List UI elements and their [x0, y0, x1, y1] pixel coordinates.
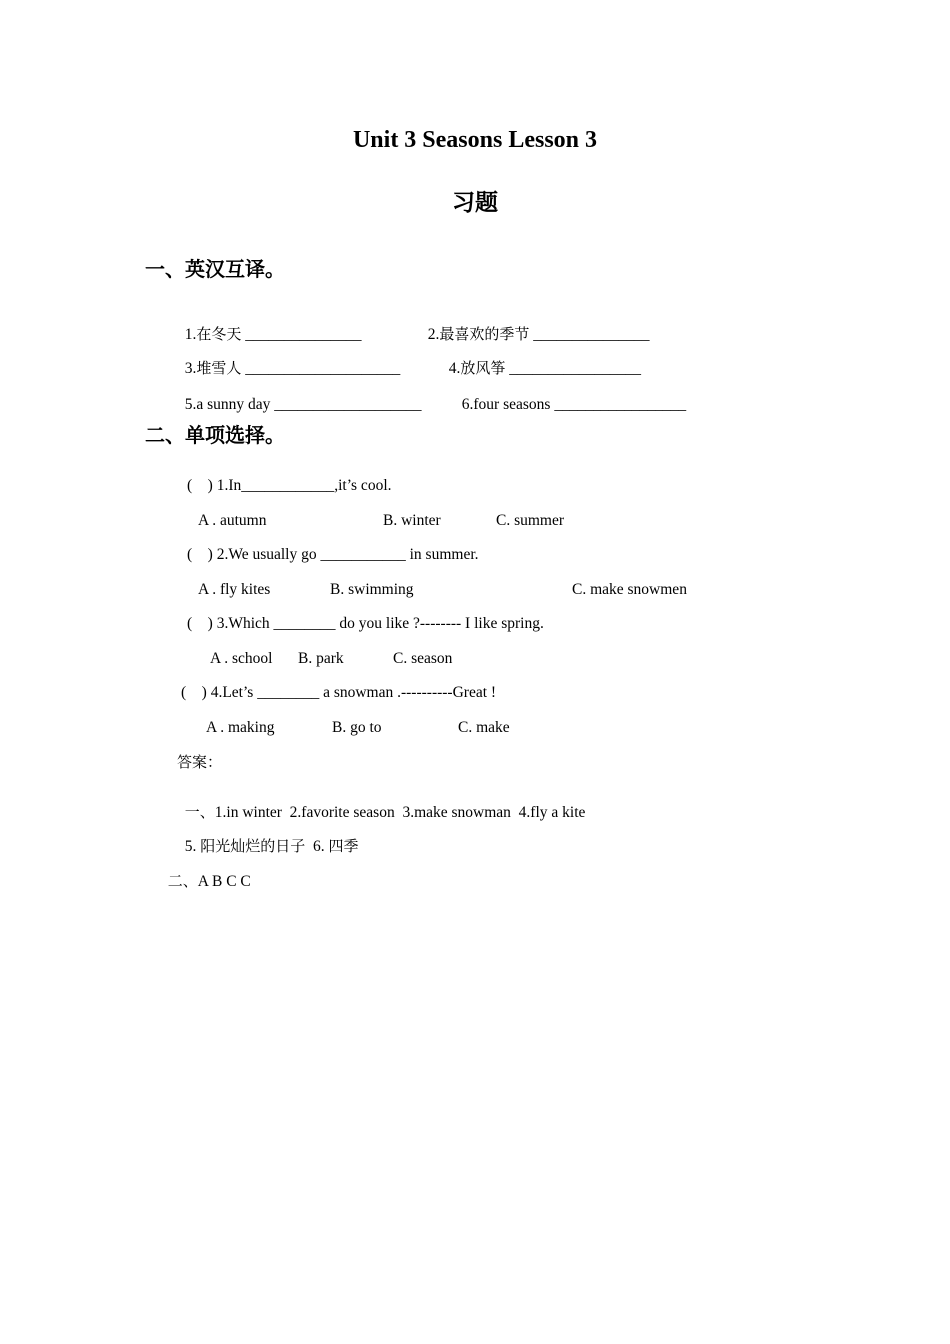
section2-heading: 二、单项选择。: [145, 423, 285, 447]
item-number: 3.: [184, 359, 197, 377]
answers-label: 答案：: [177, 753, 223, 771]
item-number: 4.: [448, 359, 461, 377]
item-text: a sunny day: [196, 395, 271, 413]
answers-line-3-text: A B C C: [197, 872, 251, 890]
answers-line-1-prefix: 一、: [184, 802, 215, 821]
question-2-option-a: A . fly kites: [198, 581, 271, 598]
item-number: 5.: [184, 395, 197, 413]
translation-item-2: [420, 311, 650, 342]
translation-item-4: [441, 345, 641, 376]
question-3-stem: ( ) 3.Which ________ do you like ?-------- I like spring.: [187, 615, 544, 632]
question-1-option-a: A . autumn: [198, 512, 267, 529]
question-2-option-c: C. make snowmen: [572, 581, 687, 598]
answers-line-2-b: 四季: [328, 836, 359, 855]
item-text: four seasons: [473, 395, 551, 413]
translation-item-3: [177, 345, 400, 376]
answers-line-3: [160, 858, 251, 889]
answer-blank: _______________: [245, 325, 362, 343]
answer-blank: _________________: [554, 395, 687, 413]
translation-item-5: [177, 381, 422, 412]
question-1-option-b: B. winter: [383, 512, 441, 529]
answer-blank: _________________: [509, 359, 642, 377]
item-text: 最喜欢的季节: [439, 324, 530, 343]
answers-line-3-prefix: 二、: [167, 871, 198, 890]
item-text: 放风筝: [460, 358, 506, 377]
item-number: 2.: [427, 325, 440, 343]
answers-line-2-a: 阳光灿烂的日子: [200, 836, 306, 855]
question-4-option-b: B. go to: [332, 719, 382, 736]
question-2-option-b: B. swimming: [330, 581, 414, 598]
page-title: Unit 3 Seasons Lesson 3: [352, 127, 598, 153]
answers-line-2: [177, 823, 359, 854]
question-3-option-a: A . school: [210, 650, 273, 667]
section1-heading: 一、英汉互译。: [145, 257, 285, 281]
item-number: 1.: [184, 325, 197, 343]
answer-blank: ___________________: [274, 395, 422, 413]
question-1-option-c: C. summer: [496, 512, 565, 529]
question-4-option-a: A . making: [206, 719, 275, 736]
question-3-option-c: C. season: [393, 650, 453, 667]
answers-line-1: [177, 789, 585, 820]
item-text: 在冬天: [196, 324, 242, 343]
answer-blank: _______________: [533, 325, 650, 343]
translation-item-1: [177, 311, 362, 342]
question-2-stem: ( ) 2.We usually go ___________ in summer.: [187, 546, 479, 563]
page-subtitle: 习题: [452, 190, 498, 216]
question-4-stem: ( ) 4.Let’s ________ a snowman .----------Great !: [181, 684, 497, 701]
question-4-option-c: C. make: [458, 719, 510, 736]
answer-blank: ____________________: [245, 359, 401, 377]
answers-line-1-text: 1.in winter 2.favorite season 3.make snowman 4.fly a kite: [214, 803, 586, 821]
item-text: 堆雪人: [196, 358, 242, 377]
answers-line-2-prefix: 5.: [184, 837, 201, 855]
answers-line-2-mid: 6.: [305, 837, 329, 855]
question-1-stem: ( ) 1.In____________,it’s cool.: [187, 477, 392, 494]
question-3-option-b: B. park: [298, 650, 344, 667]
item-number: 6.: [461, 395, 474, 413]
translation-item-6: [454, 381, 686, 412]
